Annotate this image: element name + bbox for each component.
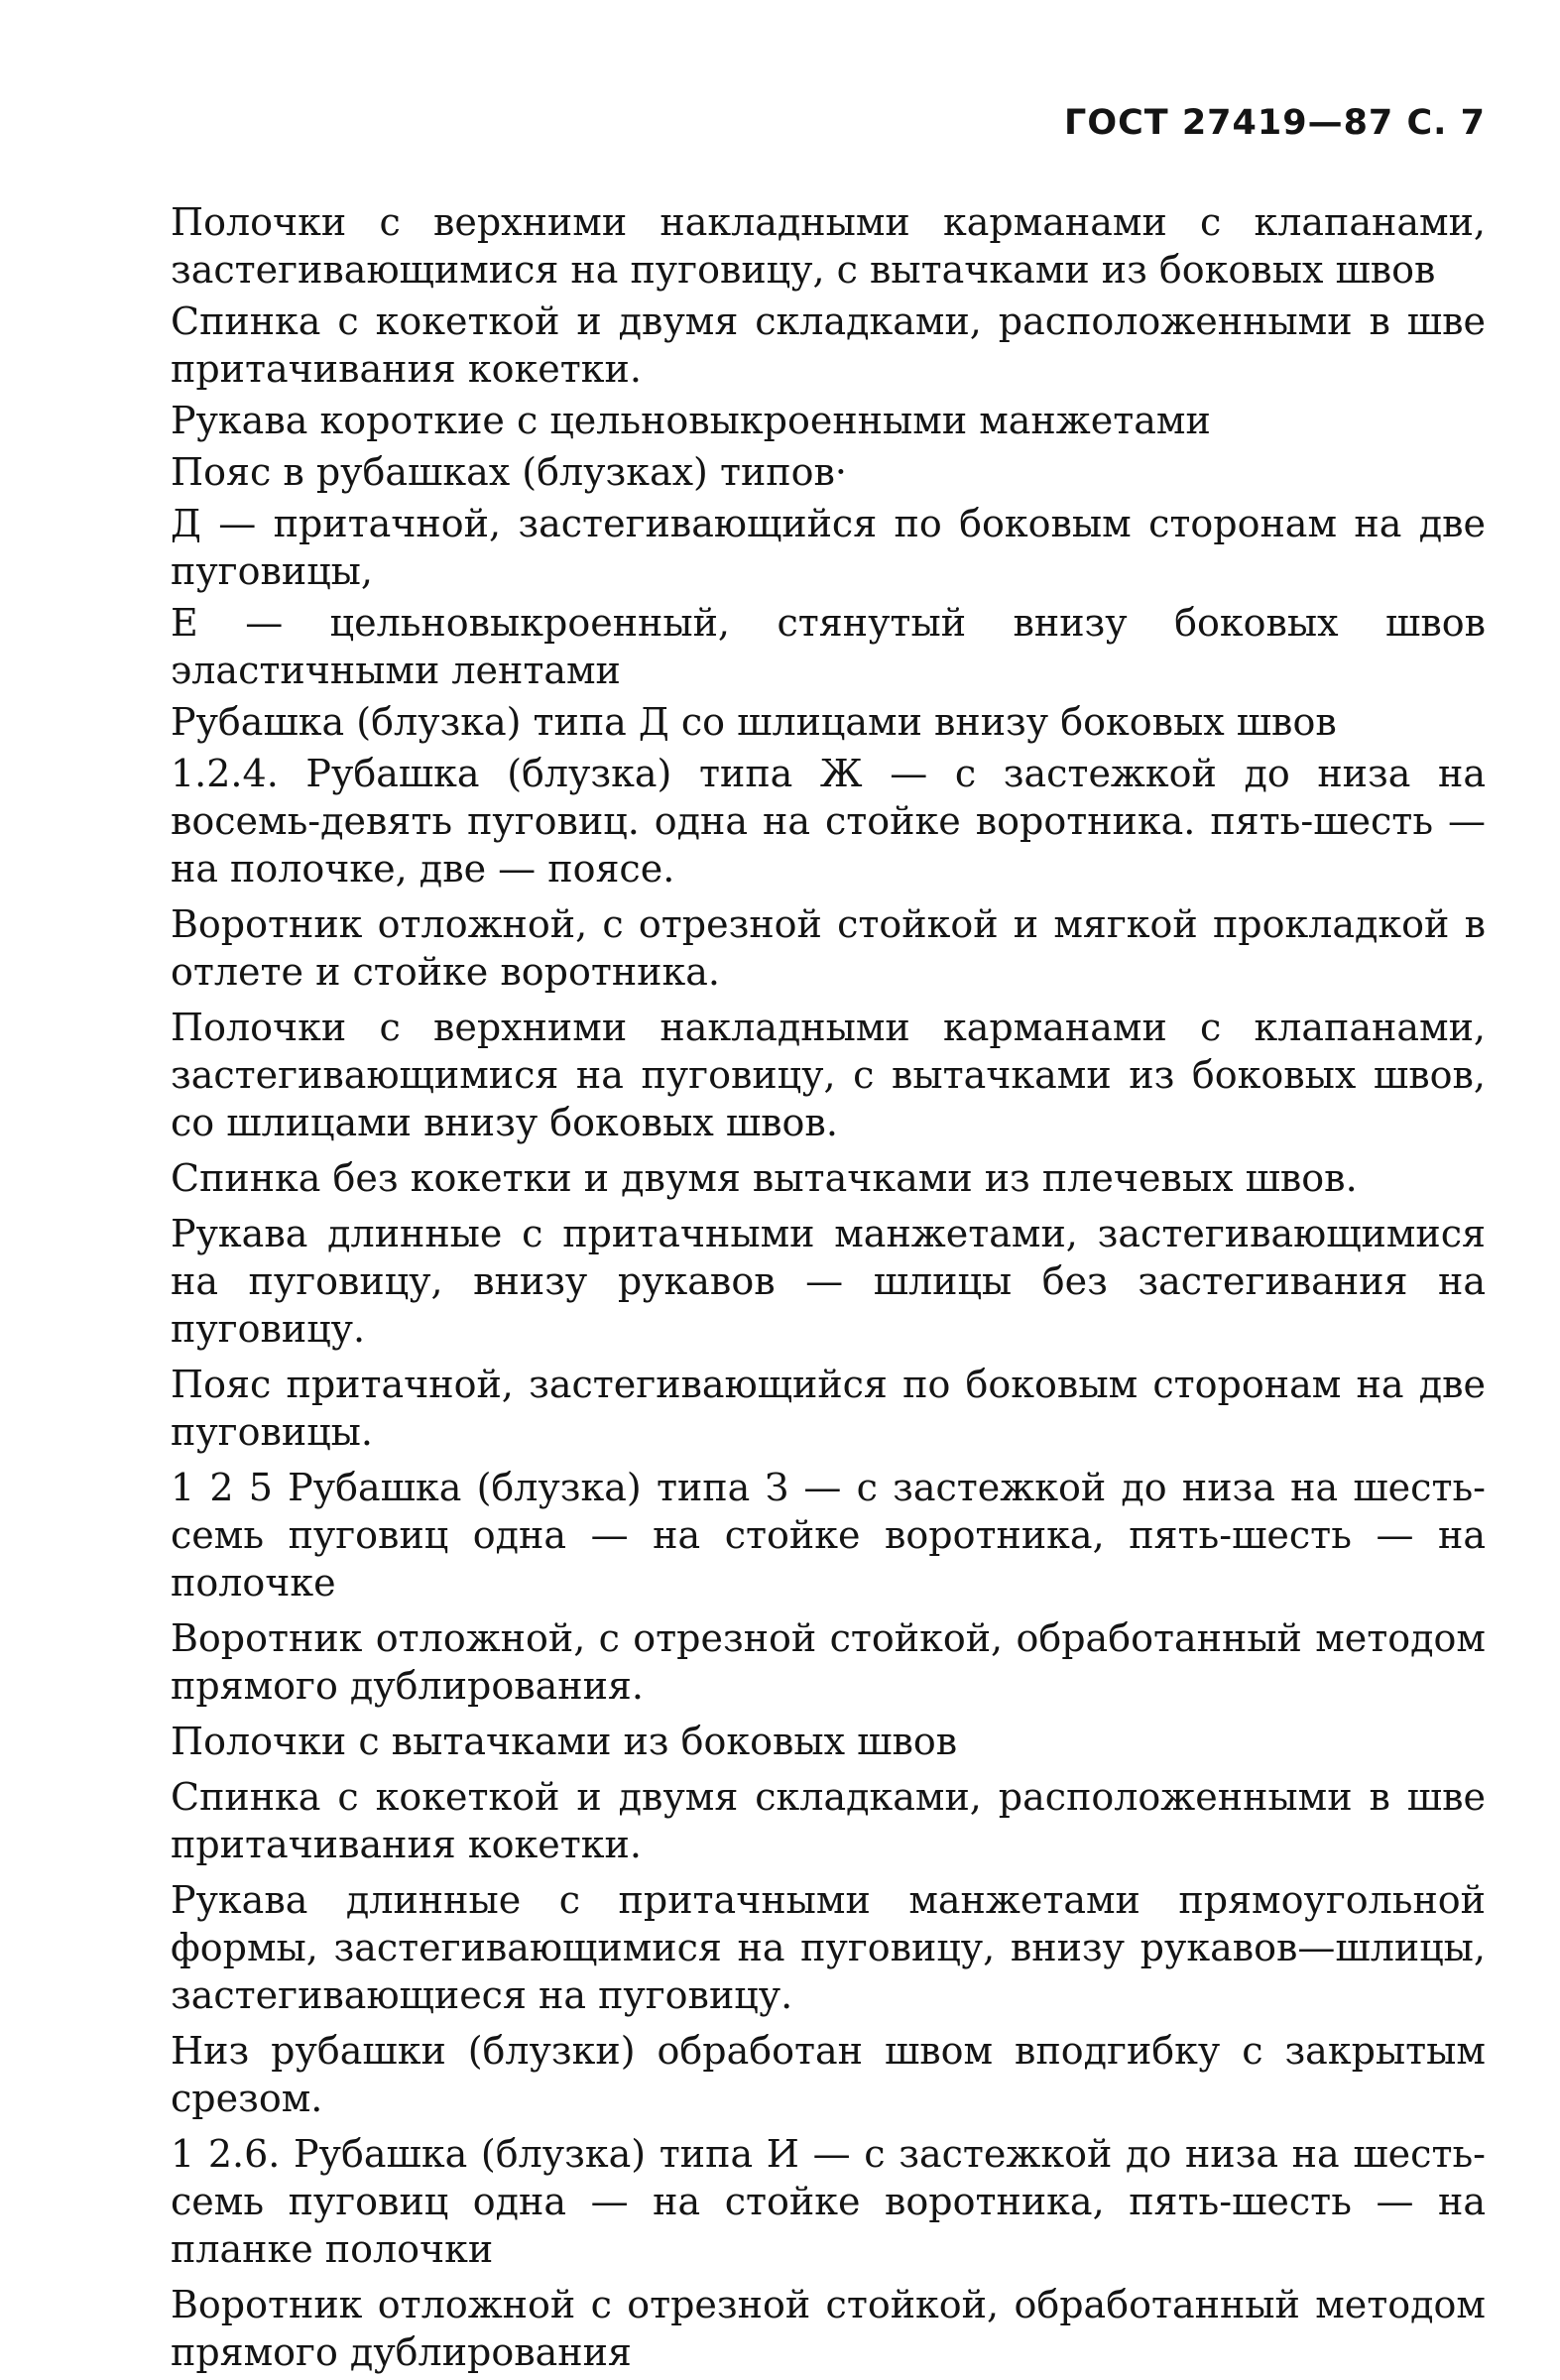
paragraph: Спинка с кокеткой и двумя складками, расположенными в шве притачивания кокетки. (171, 299, 1486, 391)
paragraph: Низ рубашки (блузки) обработан швом вподгибку с закрытым срезом. (171, 2029, 1486, 2120)
document-body (171, 198, 1486, 2380)
paragraph: Спинка без кокетки и двумя вытачками из плечевых швов. (171, 1156, 1358, 1200)
paragraph: Рукава короткие с цельновыкроенными манжетами (171, 399, 1211, 442)
page-header-standard-reference: ГОСТ 27419—87 С. 7 (1064, 103, 1486, 143)
paragraph: Рубашка (блузка) типа Д со шлицами внизу боковых швов (171, 700, 1337, 744)
paragraph: Спинка с кокеткой и двумя складками, расположенными в шве притачивания кокетки. (171, 1775, 1486, 1866)
section-paragraph: 1 2.6. Рубашка (блузка) типа И — с застежкой до низа на шесть-семь пуговиц одна — на стойке воротника, пять-шесть — на планке полочки (171, 2132, 1486, 2271)
paragraph: Полочки с вытачками из боковых швов (171, 1720, 958, 1763)
paragraph: Воротник отложной, с отрезной стойкой, обработанный методом прямого дублирования. (171, 1616, 1486, 1708)
paragraph: Д — притачной, застегивающийся по боковым сторонам на две пуговицы, (171, 502, 1486, 593)
paragraph: Полочки с верхними накладными карманами с клапанами, застегивающимися на пуговицу, с вытачками из боковых швов (171, 200, 1486, 292)
section-paragraph: 1.2.4. Рубашка (блузка) типа Ж — с застежкой до низа на восемь-девять пуговиц. одна на стойке воротника. пять-шесть — на полочке, две — поясе. (171, 752, 1486, 891)
paragraph: Е — цельновыкроенный, стянутый внизу боковых швов эластичными лентами (171, 601, 1486, 692)
paragraph: Пояс в рубашках (блузках) типов· (171, 450, 847, 494)
paragraph: Рукава длинные с притачными манжетами прямоугольной формы, застегивающимися на пуговицу, внизу рукавов—шлицы, застегивающиеся на пуговицу. (171, 1878, 1486, 2017)
paragraph: Воротник отложной, с отрезной стойкой и мягкой прокладкой в отлете и стойке воротника. (171, 902, 1486, 994)
paragraph: Воротник отложной с отрезной стойкой, обработанный методом прямого дублирования (171, 2283, 1486, 2374)
section-paragraph: 1 2 5 Рубашка (блузка) типа З — с застежкой до низа на шесть-семь пуговиц одна — на стойке воротника, пять-шесть — на полочке (171, 1466, 1486, 1605)
paragraph: Полочки с верхними накладными карманами с клапанами, застегивающимися на пуговицу, с вытачками из боковых швов, со шлицами внизу боковых швов. (171, 1006, 1486, 1144)
paragraph: Рукава длинные с притачными манжетами, застегивающимися на пуговицу, внизу рукавов — шлицы без застегивания на пуговицу. (171, 1212, 1486, 1351)
paragraph: Пояс притачной, застегивающийся по боковым сторонам на две пуговицы. (171, 1363, 1486, 1454)
